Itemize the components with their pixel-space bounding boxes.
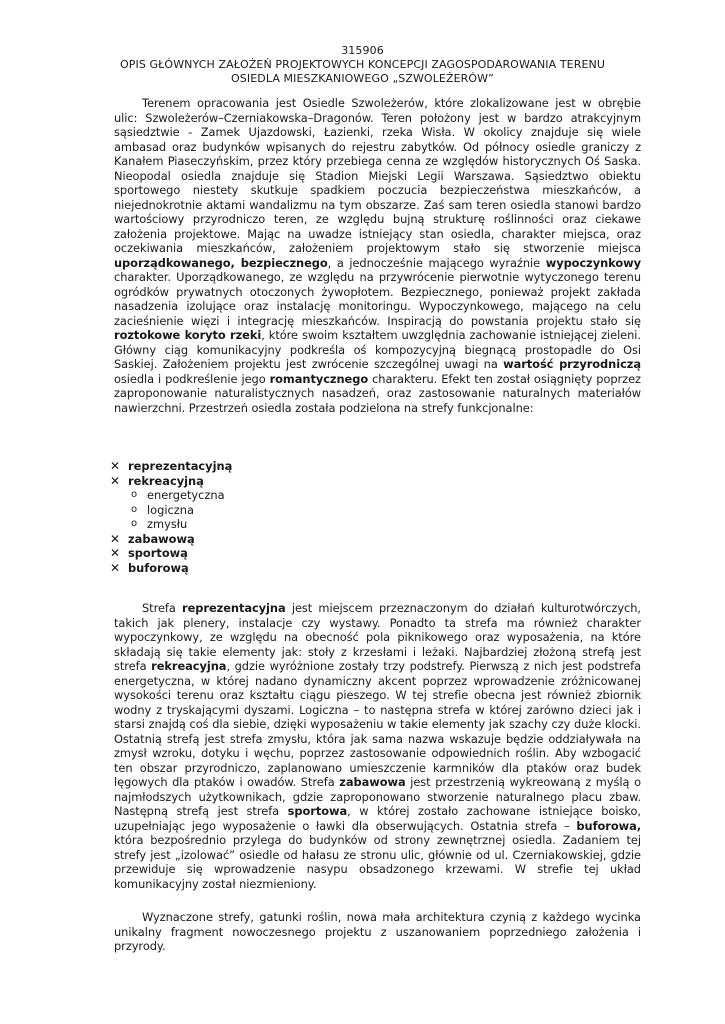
zones-description-paragraph — [114, 601, 641, 891]
text: , które swoim kształtem uwzględnia zachowanie istniejącej zieleni. Główny ciąg komunikacyjny podkreśla oś kompozycyjną biegnącą prostopadle do Osi Saskiej. Założeniem projektu jest zwrócenie szczególnej uwagi na — [114, 328, 641, 371]
text: osiedla i podkreślenie jego — [114, 371, 270, 386]
text: która bezpośrednio przylega do budynków od strony zewnętrznej osiedla. Zadaniem tej strefy jest „izolować” osiedle od hałasu ze stronu ulic, głównie od ul. Czerniakowskiej, gdzie przewiduje się wprowadzenie nasypu obsadzonego krzewami. W strefie tej układ komunikacyjny został niezmieniony. — [114, 833, 641, 891]
bold-text: wypoczynkowy — [545, 255, 642, 270]
list-item — [110, 546, 410, 561]
document-header — [0, 44, 725, 86]
list-item-label: sportową — [128, 546, 188, 560]
list-item-label: zmysłu — [147, 517, 188, 531]
bold-text: buforowa, — [576, 818, 641, 833]
list-item-label: buforową — [128, 560, 189, 575]
list-item — [110, 561, 410, 576]
text: jest przestrzenią wykreowaną z myślą o najmłodszych użytkownikach, gdzie zaproponowano stworzenie naturalnego placu zbaw. Następną strefą jest strefa — [114, 775, 641, 818]
bold-text: romantycznego — [269, 371, 369, 386]
list-item — [110, 474, 410, 489]
cross-bullet-icon: ✕ — [110, 473, 121, 488]
list-item — [110, 459, 410, 474]
sub-list-item — [110, 503, 410, 518]
list-item — [110, 532, 410, 547]
text: Wyznaczone strefy, gatunki roślin, nowa mała architektura czynią z każdego wycinka unikalny fragment nowoczesnego projektu z uszanowaniem poprzedniego założenia i przyrody. — [114, 910, 641, 953]
bold-text: zabawowa — [339, 775, 406, 789]
cross-bullet-icon: ✕ — [110, 560, 121, 575]
cross-bullet-icon: ✕ — [110, 531, 121, 546]
circle-bullet-icon: o — [131, 503, 138, 515]
list-item-label: reprezentacyjną — [128, 459, 233, 473]
bold-text: rekreacyjna — [151, 659, 227, 673]
text: , gdzie wyróżnione zostały trzy podstrefy. Pierwszą z nich jest podstrefa energetyczna, w której nadano dynamiczny akcent poprzez wprowadzenie zróżnicowanej wysokości terenu oraz kształtu ciągu pieszego. W tej strefie obecna jest również zbiornik wodny z tryskającymi dyszami. Logiczna – to następna strefa w której zarówno dzieci jak i starsi znajdą coś dla siebie, dzięki wyposażeniu w takie elementy jak szachy czy duże klocki. Ostatnią strefą jest strefa zmysłu, która jak sama nazwa wskazuje będzie oddziaływała na zmysł wzroku, dotyku i węchu, poprzez zastosowanie odpowiednich roślin. Aby wzbogacić ten obszar przyrodniczo, zaplanowano umieszczenie karmników dla ptaków oraz budek lęgowych dla ptaków i owadów. Strefa — [114, 659, 641, 789]
sub-list-item — [110, 517, 410, 532]
text: charakteru. Efekt ten został osiągnięty poprzez zaproponowanie naturalistycznych nasadzeń, oraz zastosowanie naturalnych materiałów nawierzchni. Przestrzeń osiedla została podzielona na strefy funkcjonalne: — [114, 371, 641, 415]
document-title-line-1: OPIS GŁÓWNYCH ZAŁOŻEŃ PROJEKTOWYCH KONCEPCJI ZAGOSPODAROWANIA TERENU — [120, 58, 605, 71]
bold-text: wartość przyrodniczą — [503, 357, 641, 371]
text: , w której zostało zachowane istniejące boisko, uzupełniając jego wyposażenie o ławki dla obserwujących. Ostatnia strefa – — [114, 804, 641, 833]
text: Terenem opracowania jest Osiedle Szwoleżerów, które zlokalizowane jest w obrębie ulic: Szwoleżerów–Czerniakowska–Dragonów. Teren położony jest w bardzo atrakcyjnym sąsiedztwie - Zamek Ujazdowski, Łazienki, rzeka Wisła. W okolicy znajduje się wiele ambasad oraz budynków wpisanych do rejestru zabytków. Od północy osiedle graniczy z Kanałem Piaseczyńskim, przez który przebiega cenna ze względów historycznych Oś Saska. Nieopodal osiedla znajduje się Stadion Miejski Legii Warszawa. Sąsiedztwo obiektu sportowego niestety skutkuje spadkiem poczucia bezpieczeństwa mieszkańców, a niejednokrotnie aktami wandalizmu na tym obszarze. Zaś sam teren osiedla stanowi bardzo wartościowy przyrodniczo teren, ze względu bujną strukturę roślinności oraz ciekawe założenia projektowe. Mając na uwadze istniejący stan osiedla, charakter miejsca, oraz oczekiwania mieszkańców, założeniem projektowym stało się stworzenie miejsca — [114, 96, 641, 255]
bold-text: roztokowe koryto rzeki — [114, 328, 262, 342]
list-item-label: rekreacyjną — [128, 473, 204, 488]
zones-list — [110, 459, 410, 575]
bold-text: sportowa — [287, 804, 348, 818]
cross-bullet-icon: ✕ — [110, 546, 121, 560]
bold-text: reprezentacyjna — [182, 601, 286, 615]
bold-text: uporządkowanego, bezpiecznego — [114, 255, 328, 270]
list-item-label: energetyczna — [147, 488, 225, 502]
text: , a jednocześnie mającego wyraźnie — [327, 255, 546, 270]
sub-list-item — [110, 488, 410, 503]
intro-paragraph — [114, 96, 641, 415]
closing-paragraph — [114, 910, 641, 954]
text: charakter. Uporządkowanego, ze względu na przywrócenie pierwotnie wytyczonego terenu ogródków prywatnych otoczonych żywopłotem. Bezpiecznego, ponieważ projekt zakłada nasadzenia izolujące oraz instalację monitoringu. Wypoczynkowego, mającego na celu zacieśnienie więzi i integrację mieszkańców. Inspiracją do powstania projektu stało się — [114, 270, 641, 328]
list-item-label: zabawową — [128, 531, 195, 546]
cross-bullet-icon: ✕ — [110, 459, 121, 473]
text: jest miejscem przeznaczonym do działań kulturotwórczych, takich jak plenery, instalacje czy wystawy. Ponadto ta strefa ma również charakter wypoczynkowy, ze względu na obecność pola piknikowego oraz wyposażenia, na które składają się takie elementy jak: stoły z krzesłami i leżaki. Najbardziej złożoną strefą jest strefa — [114, 601, 641, 673]
circle-bullet-icon: o — [131, 489, 138, 500]
list-item-label: logiczna — [147, 502, 194, 517]
circle-bullet-icon: o — [131, 518, 138, 529]
document-number: 315906 — [341, 44, 384, 57]
document-title-line-2: OSIEDLA MIESZKANIOWEGO „SZWOLEŻERÓW” — [231, 72, 494, 85]
text: Strefa — [142, 601, 183, 615]
